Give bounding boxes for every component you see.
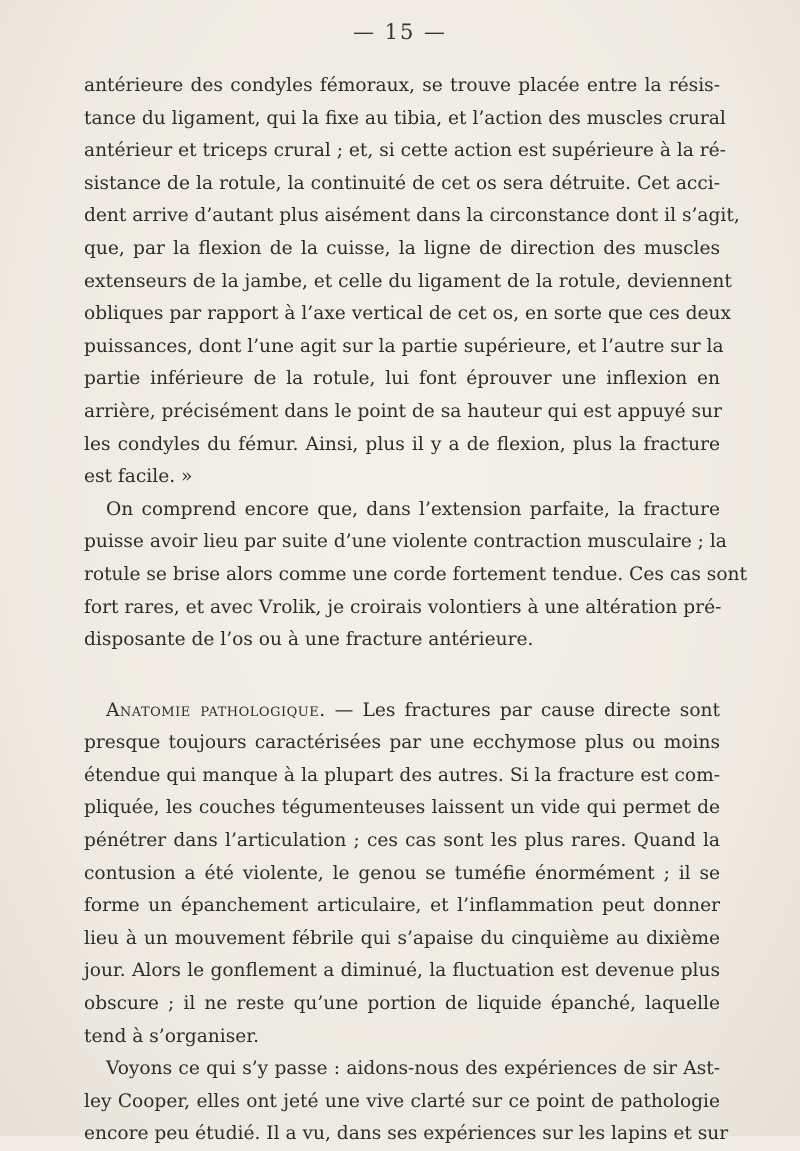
text-line: puissances, dont l’une agit sur la partie supérieure, et l’autre sur la — [84, 335, 724, 357]
text-line: sistance de la rotule, la continuité de cet os sera détruite. Cet acci- — [84, 172, 720, 194]
paragraph-2 — [84, 494, 747, 657]
paragraph-1 — [84, 70, 740, 494]
heading-continuation: — Les fractures par cause directe sont — [325, 699, 720, 721]
text-line: On comprend encore que, dans l’extension parfaite, la fracture — [106, 498, 720, 520]
text-line: Voyons ce qui s’y passe : aidons-nous des expériences de sir Ast- — [106, 1058, 720, 1080]
text-line — [84, 695, 720, 728]
paragraph-3 — [84, 695, 720, 1054]
text-line: puisse avoir lieu par suite d’une violente contraction musculaire ; la — [84, 531, 727, 553]
text-line: arrière, précisément dans le point de sa hauteur qui est appuyé sur — [84, 400, 722, 422]
text-line: antérieur et triceps crural ; et, si cette action est supérieure à la ré- — [84, 140, 726, 162]
section-gap — [84, 657, 720, 695]
text-line: que, par la flexion de la cuisse, la ligne de direction des muscles — [84, 237, 720, 259]
text-line: extenseurs de la jambe, et celle du ligament de la rotule, deviennent — [84, 270, 732, 292]
text-line: est facile. » — [84, 466, 193, 488]
text-line: jour. Alors le gonflement a diminué, la fluctuation est devenue plus — [84, 960, 720, 982]
text-line: disposante de l’os ou à une fracture antérieure. — [84, 629, 534, 651]
text-line: tend à s’organiser. — [84, 1025, 260, 1047]
text-line: pliquée, les couches tégumenteuses laissent un vide qui permet de — [84, 797, 720, 819]
body-text — [84, 70, 747, 1151]
text-line: lieu à un mouvement fébrile qui s’apaise du cinquième au dixième — [84, 927, 720, 949]
text-line: partie inférieure de la rotule, lui font éprouver une inflexion en — [84, 368, 720, 390]
text-line: presque toujours caractérisées par une ecchymose plus ou moins — [84, 732, 720, 754]
text-line: rotule se brise alors comme une corde fortement tendue. Ces cas sont — [84, 563, 747, 585]
text-line: forme un épanchement articulaire, et l’inflammation peut donner — [84, 895, 720, 917]
text-line: encore peu étudié. Il a vu, dans ses expériences sur les lapins et sur — [84, 1123, 729, 1145]
text-line: obscure ; il ne reste qu’une portion de liquide épanché, laquelle — [84, 993, 720, 1015]
text-line: antérieure des condyles fémoraux, se trouve placée entre la résis- — [84, 75, 720, 96]
text-line: tance du ligament, qui la fixe au tibia, et l’action des muscles crural — [84, 107, 726, 129]
text-line: contusion a été violente, le genou se tuméfie énormément ; il se — [84, 862, 720, 884]
paragraph-4 — [84, 1053, 729, 1151]
section-heading: Anatomie pathologique. — [106, 699, 326, 721]
text-line: pénétrer dans l’articulation ; ces cas sont les plus rares. Quand la — [84, 830, 720, 852]
text-line: obliques par rapport à l’axe vertical de cet os, en sorte que ces deux — [84, 303, 731, 325]
page-number-header: — 15 — — [352, 20, 448, 44]
text-line: étendue qui manque à la plupart des autres. Si la fracture est com- — [84, 764, 720, 786]
text-line: les condyles du fémur. Ainsi, plus il y a de flexion, plus la fracture — [84, 433, 720, 455]
text-line: ley Cooper, elles ont jeté une vive clarté sur ce point de pathologie — [84, 1090, 720, 1112]
text-line: dent arrive d’autant plus aisément dans la circonstance dont il s’agit, — [84, 205, 740, 227]
text-line: fort rares, et avec Vrolik, je croirais volontiers à une altération pré- — [84, 596, 722, 618]
